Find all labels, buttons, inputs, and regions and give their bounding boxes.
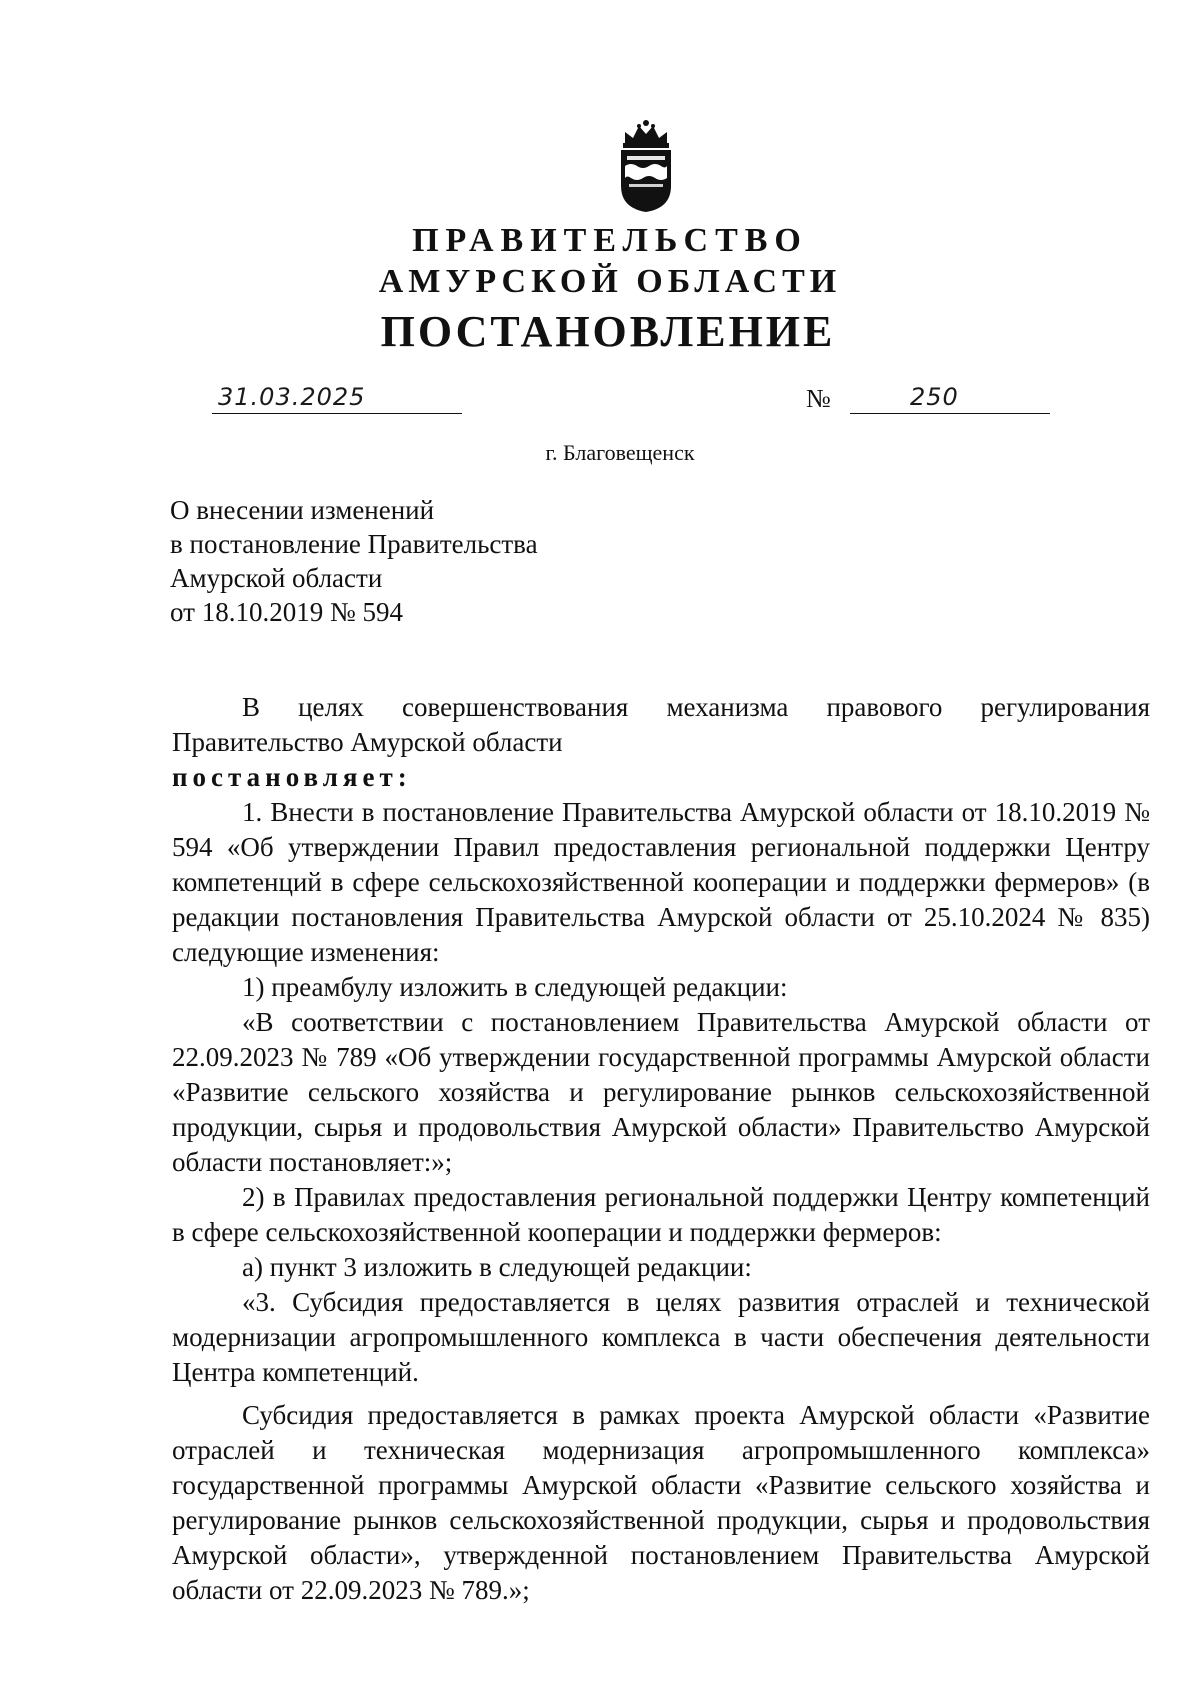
government-name-line1: ПРАВИТЕЛЬСТВО	[412, 222, 808, 259]
decree-body	[172, 690, 1150, 1608]
handwritten-number: 250	[910, 383, 959, 411]
subject-line: О внесении изменений	[170, 495, 435, 525]
decree-subject	[170, 493, 538, 629]
subject-line: в постановление Правительства	[170, 529, 538, 559]
subject-line: от 18.10.2019 № 594	[170, 597, 403, 627]
body-paragraph: 1) преамбулу изложить в следующей редакции:	[242, 972, 788, 1002]
subject-line: Амурской области	[170, 563, 383, 593]
resolves-word: постановляет:	[172, 762, 412, 792]
handwritten-date: 31.03.2025	[218, 383, 366, 411]
body-paragraph: «3. Субсидия предоставляется в целях развития отраслей и технической модернизации агропромышленного комплекса в части обеспечения деятельности Центра компетенций.	[172, 1287, 1150, 1387]
city-name: г. Благовещенск	[545, 440, 695, 465]
number-sign: №	[806, 384, 831, 413]
preamble-paragraph: В целях совершенствования механизма правового регулирования Правительство Амурской области	[172, 692, 1150, 757]
government-name-line2: АМУРСКОЙ ОБЛАСТИ	[378, 263, 842, 300]
body-paragraph: а) пункт 3 изложить в следующей редакции:	[242, 1252, 752, 1282]
body-paragraph: Субсидия предоставляется в рамках проекта Амурской области «Развитие отраслей и техническая модернизация агропромышленного комплекса» государственной программы Амурской области «Развитие сельского хозяйства и регулирование рынков сельскохозяйственной продукции, сырья и продовольствия Амурской области», утвержденной постановлением Правительства Амурской области от 22.09.2023 № 789.»;	[172, 1400, 1150, 1605]
coat-of-arms-emblem	[611, 118, 681, 214]
body-paragraph: 1. Внести в постановление Правительства Амурской области от 18.10.2019 № 594 «Об утверждении Правил предоставления региональной поддержки Центру компетенций в сфере сельскохозяйственной кооперации и поддержки фермеров» (в редакции постановления Правительства Амурской области от 25.10.2024 № 835) следующие изменения:	[172, 797, 1150, 967]
body-paragraph: 2) в Правилах предоставления региональной поддержки Центру компетенций в сфере сельскохозяйственной кооперации и поддержки фермеров:	[172, 1182, 1150, 1247]
decree-title: ПОСТАНОВЛЕНИЕ	[380, 307, 836, 356]
body-paragraph: «В соответствии с постановлением Правительства Амурской области от 22.09.2023 № 789 «Об утверждении государственной программы Амурской области «Развитие сельского хозяйства и регулирование рынков сельскохозяйственной продукции, сырья и продовольствия Амурской области» Правительство Амурской области постановляет:»;	[172, 1007, 1150, 1177]
number-field	[850, 383, 1050, 414]
date-field	[212, 383, 462, 414]
